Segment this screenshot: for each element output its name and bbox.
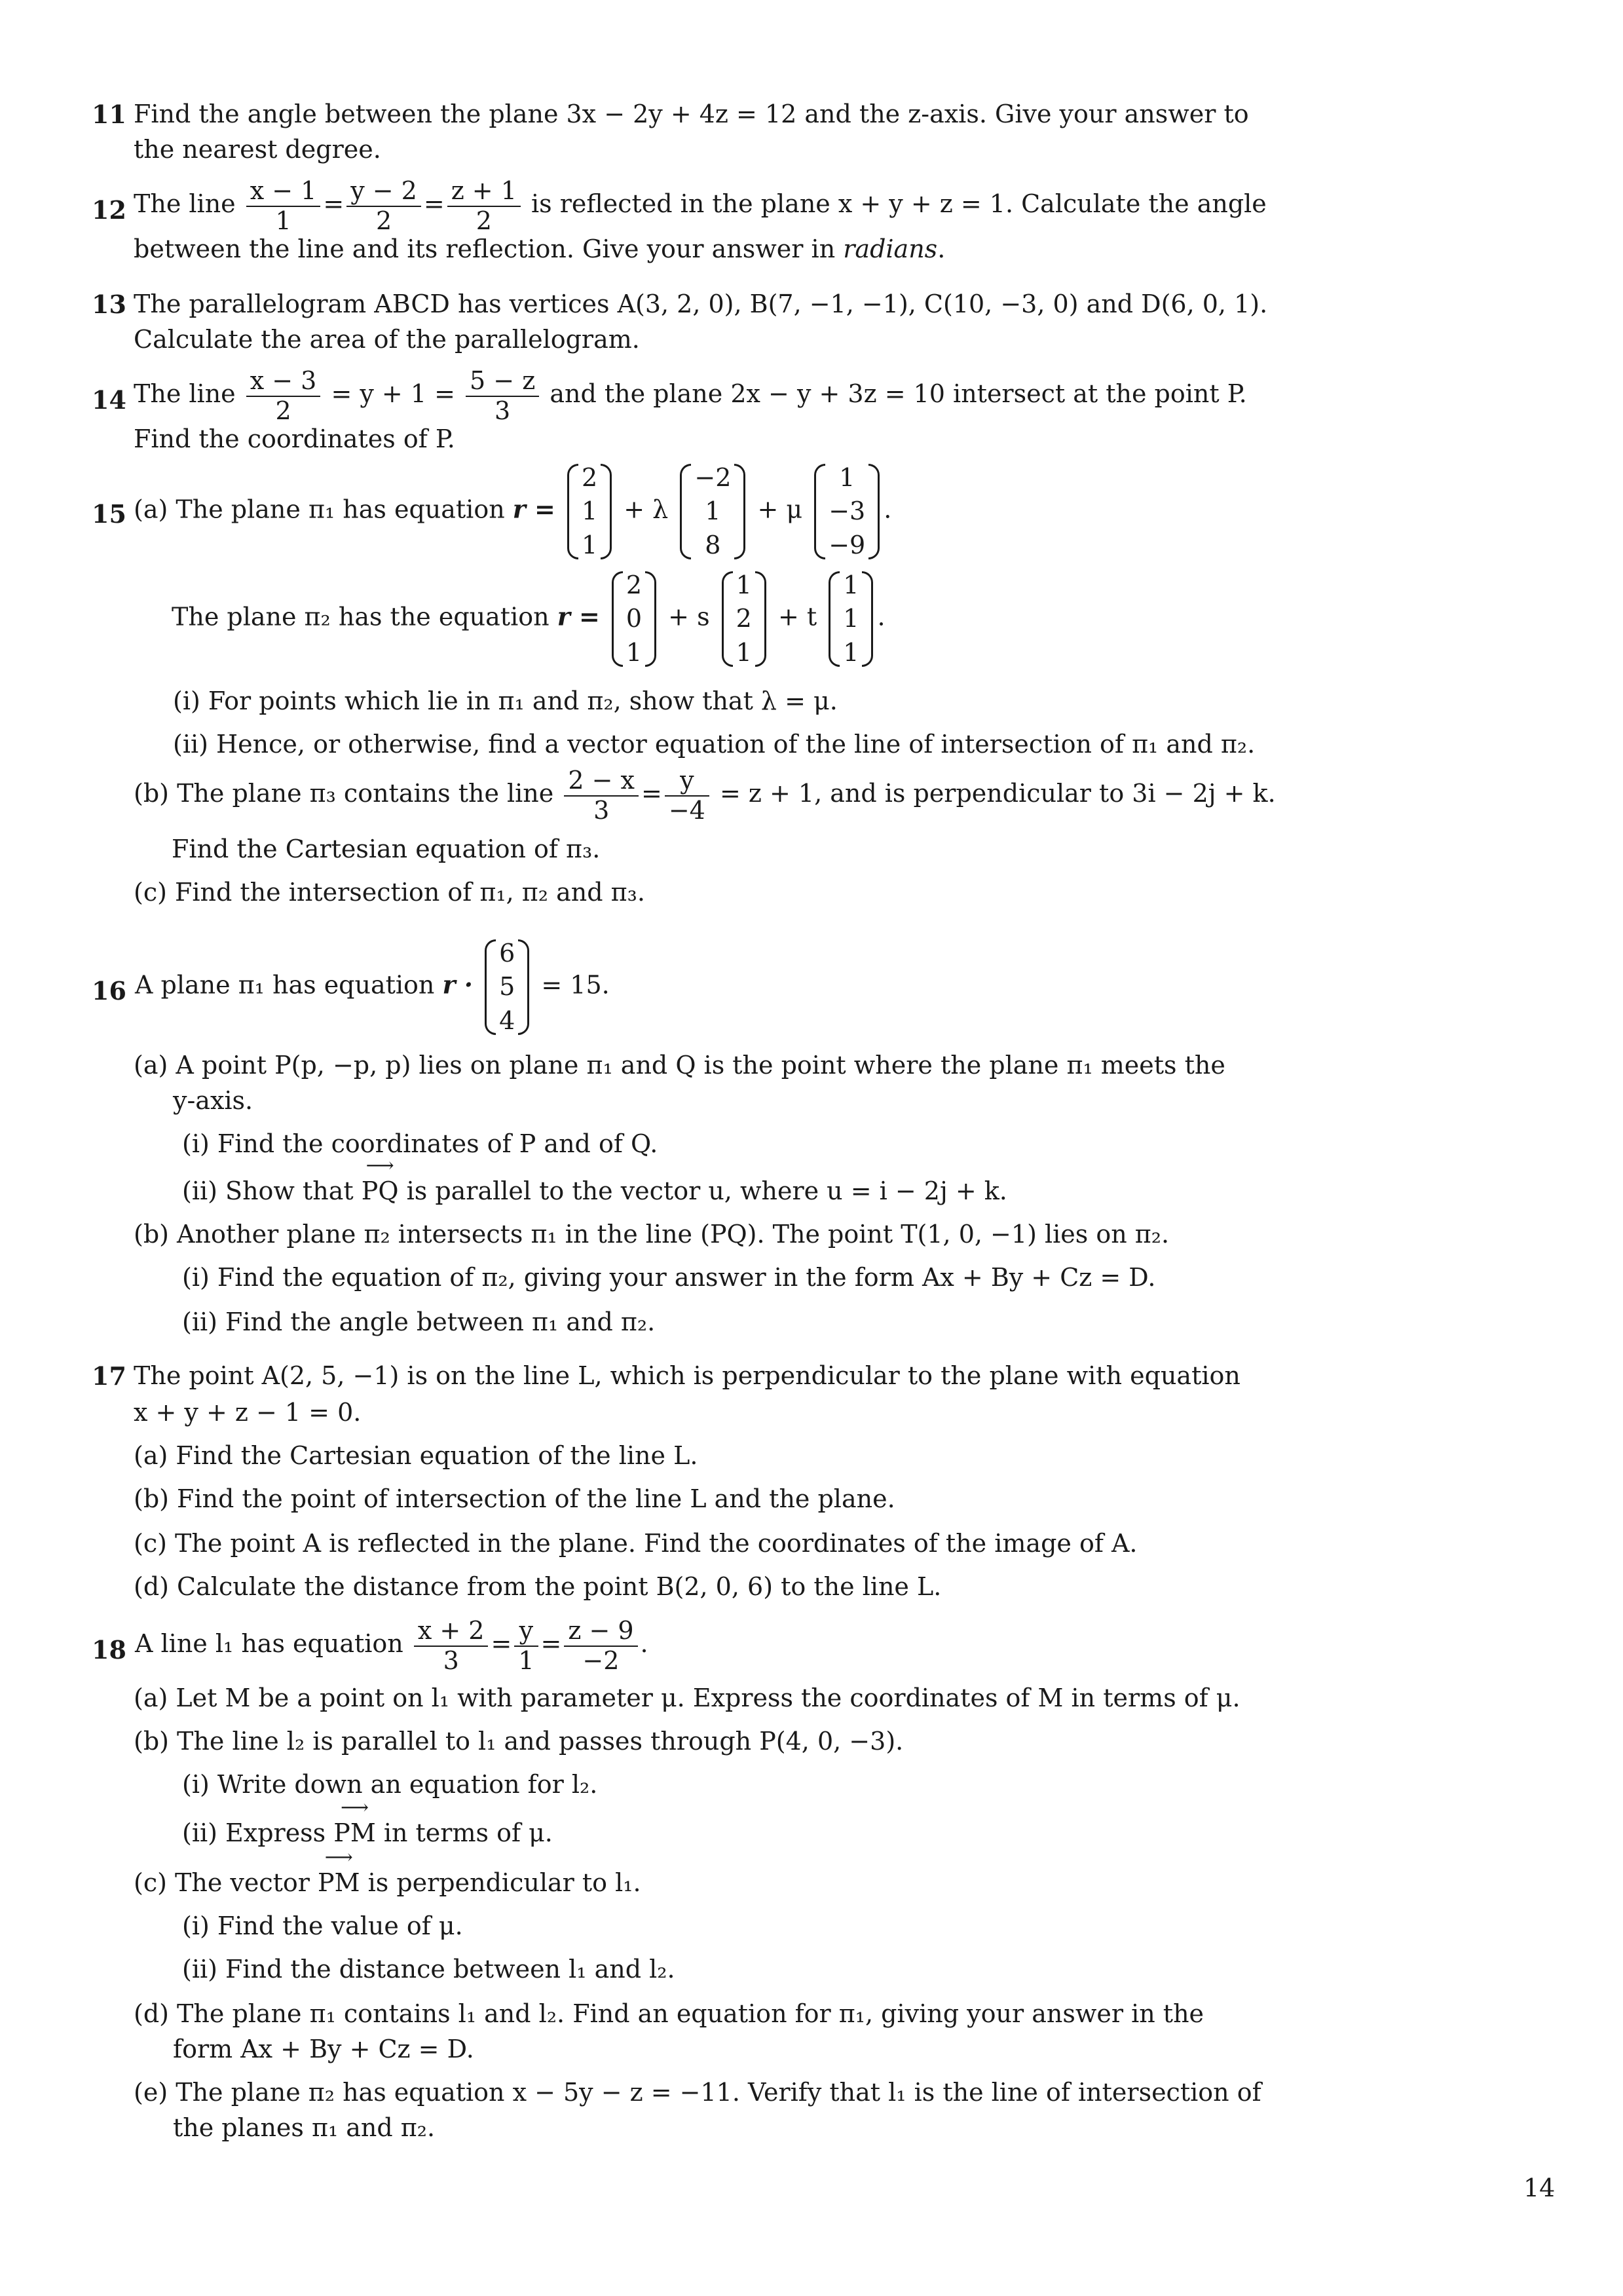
question-number: 17 bbox=[92, 1361, 126, 1391]
q18-part-c-ii: (ii) Find the distance between l₁ and l₂. bbox=[182, 1955, 675, 1984]
q15b-text-line-2: Find the Cartesian equation of π₃. bbox=[172, 835, 601, 863]
q14-fraction-1: $\frac{x - 3}{2}$ bbox=[246, 367, 321, 425]
q12-text-line-2: between the line and its reflection. Give your answer in radians. bbox=[134, 235, 946, 263]
q16a-text-line-2: y-axis. bbox=[173, 1086, 253, 1115]
q14-fraction-2: $\frac{5 - z}{3}$ bbox=[466, 367, 539, 425]
q12-pre: The line bbox=[134, 189, 236, 219]
q18-part-d-line-1: (d) The plane π₁ contains l₁ and l₂. Find an equation for π₁, giving your answer in the bbox=[134, 1999, 1204, 2028]
q16a-text-line-1: (a) A point P(p, −p, p) lies on plane π₁ and Q is the point where the plane π₁ meets the bbox=[134, 1051, 1225, 1080]
question-number: 13 bbox=[92, 290, 126, 319]
q18-part-e-line-1: (e) The plane π₂ has equation x − 5y − z = −11. Verify that l₁ is the line of intersection of bbox=[134, 2078, 1261, 2107]
q14-text-line-2: Find the coordinates of P. bbox=[134, 424, 455, 453]
q12-equation-line: The line $\frac{x - 1}{1}$ = $\frac{y - 2}{2}$ = $\frac{z + 1}{2}$ is reflected in the plane x + y + z = 1. Calculate the angle bbox=[134, 176, 1267, 235]
question-number: 14 bbox=[92, 385, 126, 415]
q16-part-b: (b) Another plane π₂ intersects π₁ in the line (PQ). The point T(1, 0, −1) lies on π₂. bbox=[134, 1220, 1170, 1249]
q18-fraction-2: $\frac{y}{1}$ bbox=[514, 1617, 538, 1675]
q15-plane2-vector-1: 2 0 1 bbox=[612, 569, 656, 669]
q15b-fraction-2: $\frac{y}{-4}$ bbox=[665, 766, 709, 825]
q16-equation-line: A plane π₁ has equation r · 6 5 4 = 15. bbox=[135, 937, 610, 1038]
q12-fraction-3: $\frac{z + 1}{2}$ bbox=[447, 177, 521, 235]
q15a-vector-2: −2 1 8 bbox=[680, 461, 745, 562]
q14-equation-line: The line $\frac{x - 3}{2}$ = y + 1 = $\frac{5 - z}{3}$ and the plane 2x − y + 3z = 10 intersect at the point P. bbox=[134, 366, 1247, 425]
q17-part-d: (d) Calculate the distance from the point B(2, 0, 6) to the line L. bbox=[134, 1572, 942, 1601]
q13-text-line-2: Calculate the area of the parallelogram. bbox=[134, 325, 640, 354]
q18-part-e-line-2: the planes π₁ and π₂. bbox=[173, 2113, 436, 2142]
q16-part-b-ii: (ii) Find the angle between π₁ and π₂. bbox=[182, 1308, 656, 1336]
vector-arrow: ⟶ PM bbox=[333, 1818, 375, 1849]
q17-text-line-1: The point A(2, 5, −1) is on the line L, which is perpendicular to the plane with equation bbox=[134, 1361, 1241, 1390]
q17-text-line-2: x + y + z − 1 = 0. bbox=[134, 1398, 362, 1427]
q15-plane2-vector-2: 1 2 1 bbox=[722, 569, 766, 669]
vector-arrow: ⟶ PM bbox=[318, 1868, 360, 1898]
q18-part-b: (b) The line l₂ is parallel to l₁ and passes through P(4, 0, −3). bbox=[134, 1727, 904, 1756]
q18-part-d-line-2: form Ax + By + Cz = D. bbox=[173, 2035, 474, 2063]
q15-plane2-vector-3: 1 1 1 bbox=[829, 569, 873, 669]
q16-normal-vector: 6 5 4 bbox=[485, 937, 529, 1038]
q15a-vector-3: 1 −3 −9 bbox=[814, 461, 880, 562]
page-number: 14 bbox=[1523, 2174, 1556, 2202]
q15b-equation-line: (b) The plane π₃ contains the line $\frac{2 - x}{3}$ = $\frac{y}{-4}$ = z + 1, and is perpendicular to 3i − 2j + k. bbox=[134, 766, 1276, 825]
q15-part-i: (i) For points which lie in π₁ and π₂, show that λ = μ. bbox=[173, 687, 838, 715]
q15a-equation-line: (a) The plane π₁ has equation r = 2 1 1 + λ −2 1 8 + μ 1 −3 −9 . bbox=[134, 461, 891, 562]
q16-part-a-ii: (ii) Show that ⟶ PQ is parallel to the vector u, where u = i − 2j + k. bbox=[182, 1176, 1007, 1207]
q15b-fraction-1: $\frac{2 - x}{3}$ bbox=[564, 766, 639, 825]
q17-part-b: (b) Find the point of intersection of the line L and the plane. bbox=[134, 1484, 895, 1513]
question-number: 15 bbox=[92, 499, 126, 529]
q17-part-c: (c) The point A is reflected in the plane. Find the coordinates of the image of A. bbox=[134, 1529, 1138, 1558]
question-number: 18 bbox=[92, 1635, 126, 1665]
vector-arrow: ⟶ PQ bbox=[362, 1176, 399, 1207]
q18-part-a: (a) Let M be a point on l₁ with parameter μ. Express the coordinates of M in terms of μ. bbox=[134, 1684, 1241, 1712]
q11-text-line-2: the nearest degree. bbox=[134, 135, 381, 164]
q12-fraction-1: $\frac{x - 1}{1}$ bbox=[246, 177, 321, 235]
q15a-plane2-line: The plane π₂ has the equation r = 2 0 1 + s 1 2 1 + t 1 1 1 . bbox=[172, 569, 886, 669]
question-number: 12 bbox=[92, 195, 126, 225]
q18-part-b-i: (i) Write down an equation for l₂. bbox=[182, 1770, 598, 1799]
question-number: 16 bbox=[92, 976, 126, 1006]
q18-equation-line: A line l₁ has equation $\frac{x + 2}{3}$ = $\frac{y}{1}$ = $\frac{z - 9}{-2}$ . bbox=[135, 1616, 648, 1675]
q15-part-c: (c) Find the intersection of π₁, π₂ and π₃. bbox=[134, 878, 645, 907]
q18-part-c: (c) The vector ⟶ PM is perpendicular to l₁. bbox=[134, 1868, 641, 1898]
q12-fraction-2: $\frac{y - 2}{2}$ bbox=[346, 177, 421, 235]
q18-fraction-1: $\frac{x + 2}{3}$ bbox=[414, 1617, 489, 1675]
q11-text-line-1: Find the angle between the plane 3x − 2y + 4z = 12 and the z-axis. Give your answer to bbox=[134, 100, 1249, 128]
q16-part-b-i: (i) Find the equation of π₂, giving your answer in the form Ax + By + Cz = D. bbox=[182, 1263, 1156, 1292]
q18-part-c-i: (i) Find the value of μ. bbox=[182, 1911, 463, 1940]
q15-part-ii: (ii) Hence, or otherwise, find a vector equation of the line of intersection of π₁ and π₂. bbox=[173, 730, 1256, 759]
question-number: 11 bbox=[92, 100, 126, 129]
q18-part-b-ii: (ii) Express ⟶ PM in terms of μ. bbox=[182, 1818, 553, 1849]
q16-part-a-i: (i) Find the coordinates of P and of Q. bbox=[182, 1129, 658, 1158]
q18-fraction-3: $\frac{z - 9}{-2}$ bbox=[564, 1617, 637, 1675]
q15a-vector-1: 2 1 1 bbox=[567, 461, 612, 562]
q13-text-line-1: The parallelogram ABCD has vertices A(3, 2, 0), B(7, −1, −1), C(10, −3, 0) and D(6, 0, 1). bbox=[134, 290, 1268, 318]
q12-post: is reflected in the plane x + y + z = 1. Calculate the angle bbox=[531, 189, 1267, 219]
q17-part-a: (a) Find the Cartesian equation of the line L. bbox=[134, 1441, 698, 1470]
